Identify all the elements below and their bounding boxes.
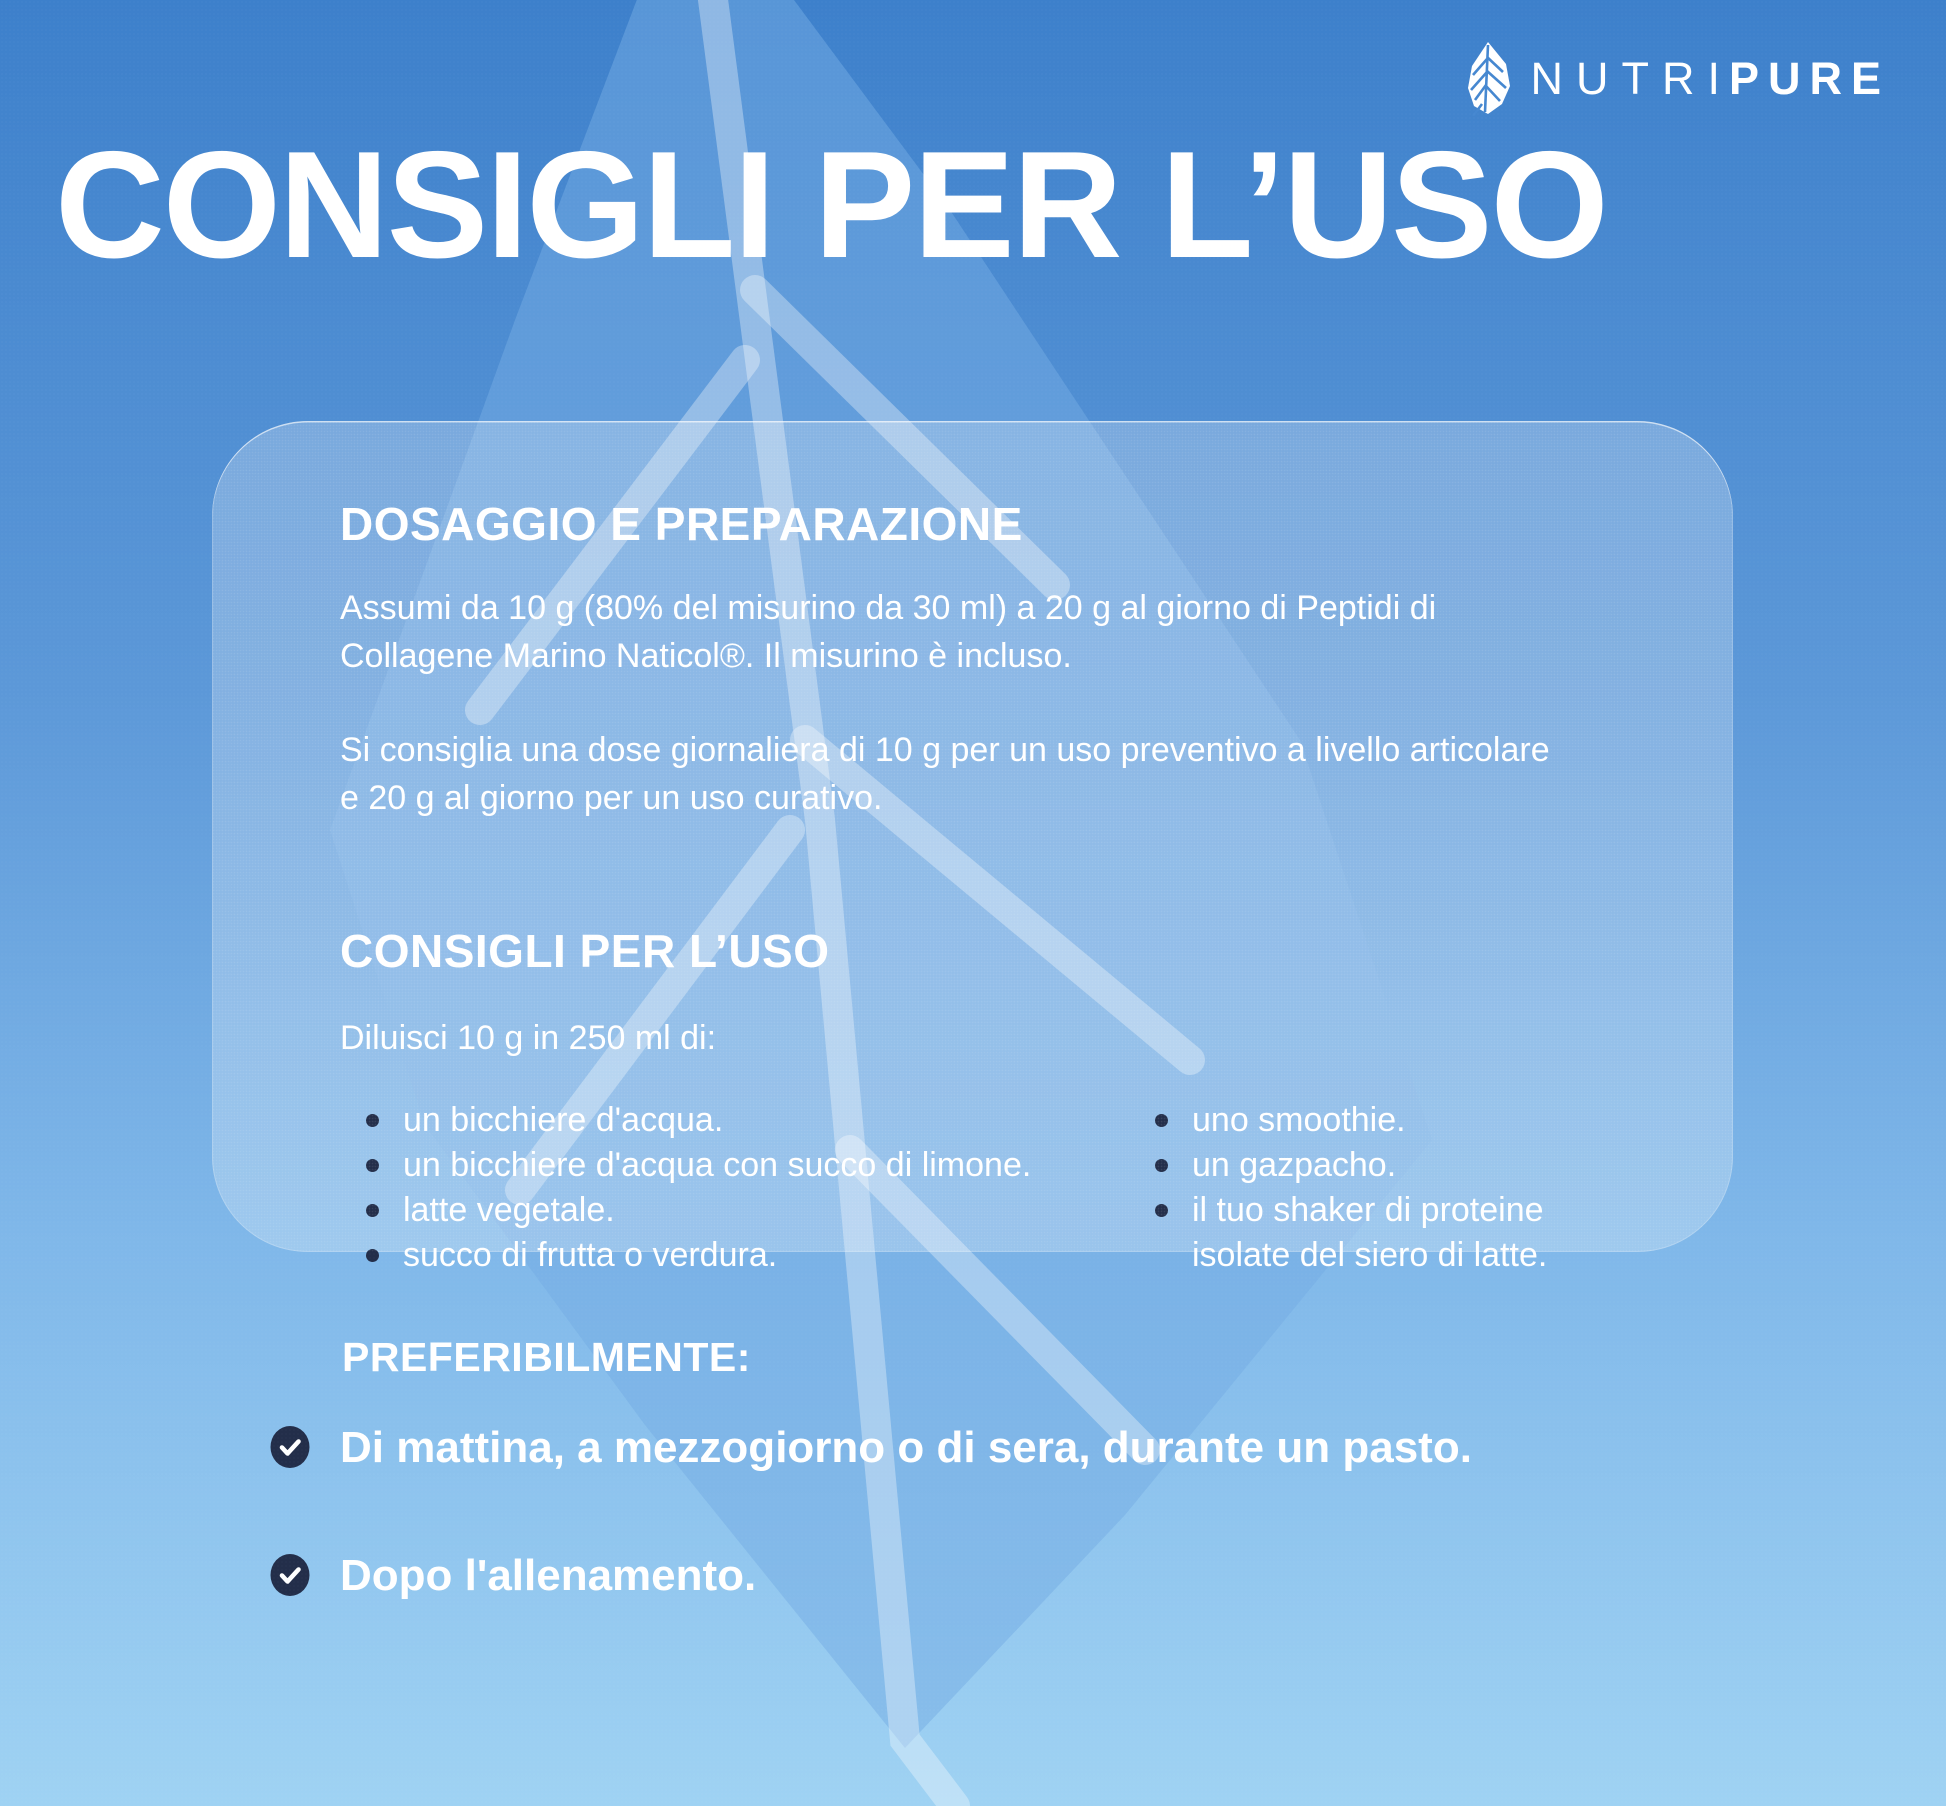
check-circle-icon <box>270 1426 310 1468</box>
usage-lists <box>340 1098 1605 1278</box>
list-item-label: un gazpacho. <box>1192 1146 1397 1185</box>
dosage-paragraph-2: Si consiglia una dose giornaliera di 10 g per un uso preventivo a livello articolare e 20 g al giorno per un uso curativo. <box>340 730 1550 817</box>
page-title: CONSIGLI PER L’USO <box>55 120 1607 290</box>
list-item-label: uno smoothie. <box>1192 1101 1406 1140</box>
list-item <box>366 1143 1155 1188</box>
list-item-label: un bicchiere d'acqua con succo di limone. <box>403 1146 1032 1185</box>
list-item <box>1155 1098 1655 1143</box>
list-item-label: latte vegetale. <box>403 1191 615 1230</box>
dot-icon <box>366 1204 379 1217</box>
glass-card <box>212 421 1733 1275</box>
check-item <box>270 1552 756 1600</box>
check-item-label: Di mattina, a mezzogiorno o di sera, durante un pasto. <box>340 1423 1472 1472</box>
dosage-paragraph-1: Assumi da 10 g (80% del misurino da 30 ml) a 20 g al giorno di Peptidi di Collagene Marino Naticol®. Il misurino è incluso. <box>340 588 1437 675</box>
usage-heading: CONSIGLI PER L’USO <box>340 924 830 977</box>
list-item-label: il tuo shaker di proteine isolate del siero di latte. <box>1192 1191 1548 1275</box>
dosage-heading: DOSAGGIO E PREPARAZIONE <box>340 498 1023 550</box>
list-item <box>366 1188 1155 1233</box>
list-item-label: un bicchiere d'acqua. <box>403 1101 724 1140</box>
check-item <box>270 1424 1472 1472</box>
dot-icon <box>1155 1204 1168 1217</box>
list-item-label: succo di frutta o verdura. <box>403 1236 778 1275</box>
brand-name-thin: NUTRI <box>1530 53 1733 104</box>
check-item-label: Dopo l'allenamento. <box>340 1551 757 1600</box>
preferably-heading: PREFERIBILMENTE: <box>342 1334 751 1380</box>
list-item <box>366 1233 1155 1278</box>
usage-list-left <box>366 1098 1155 1278</box>
brand-name <box>1530 53 1890 105</box>
list-item <box>1155 1143 1655 1188</box>
dot-icon <box>1155 1159 1168 1172</box>
list-item <box>1155 1188 1655 1278</box>
list-item <box>366 1098 1155 1143</box>
dot-icon <box>366 1249 379 1262</box>
brand-name-bold: PURE <box>1728 53 1890 104</box>
check-circle-icon <box>270 1554 310 1596</box>
dot-icon <box>366 1114 379 1127</box>
usage-list-right <box>1155 1098 1655 1278</box>
leaf-icon <box>1464 42 1514 116</box>
dot-icon <box>1155 1114 1168 1127</box>
usage-intro: Diluisci 10 g in 250 ml di: <box>340 1019 717 1058</box>
dot-icon <box>366 1159 379 1172</box>
brand-logo <box>1464 42 1890 116</box>
